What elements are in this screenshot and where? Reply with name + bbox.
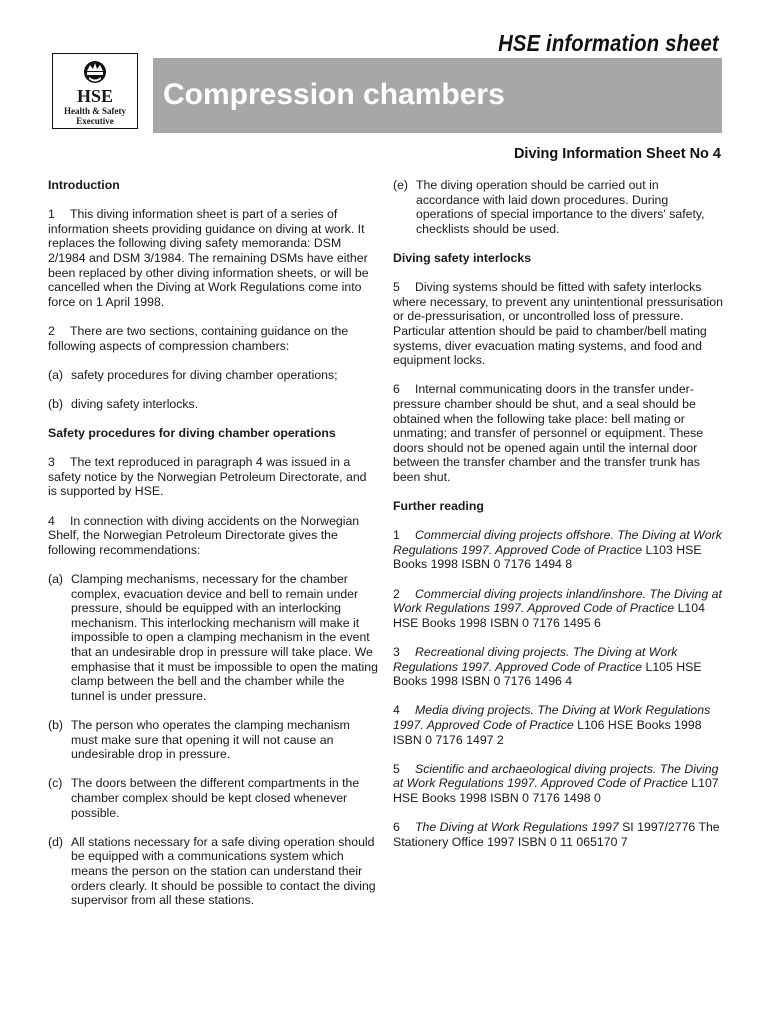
reference-number: 4 (393, 703, 400, 718)
reference-title: Commercial diving projects offshore. The Diving at Work Regulations 1997. Approved Code of Practice (393, 528, 722, 557)
reference-item (393, 703, 723, 747)
paragraph-2 (48, 324, 378, 353)
reference-title: Media diving projects. The Diving at Work Regulations 1997. Approved Code of Practice (393, 703, 711, 732)
crown-emblem-icon (73, 58, 117, 88)
left-column (48, 178, 378, 922)
list-marker: (e) (393, 178, 409, 192)
right-column (393, 178, 723, 864)
list-text: Clamping mechanisms, necessary for the chamber complex, evacuation device and bell to remain under pressure, should be equipped with an interlocking mechanism. This interlocking mechanism will make it impossible to open a clamping mechanism in the event that an undesirable drop in pressure will take place. We emphasise that it must be impossible to open the mating clamp between the bell and the chamber while the tunnel is under pressure. (71, 572, 378, 703)
paragraph-number: 5 (393, 280, 400, 295)
paragraph-number: 1 (48, 207, 55, 222)
sheet-subtitle: Diving Information Sheet No 4 (513, 146, 721, 162)
reference-item (393, 645, 723, 689)
recommendation-item (48, 776, 378, 820)
paragraph-text: Diving systems should be fitted with safety interlocks where necessary, to prevent any unintentional pressurisation or de-pressurisation, or uncontrolled loss of pressure. Particular attention should be paid to chamber/bell mating systems, diver evacuation mating systems, and food and equipment locks. (393, 280, 723, 368)
reference-number: 3 (393, 645, 400, 659)
reference-title: Commercial diving projects inland/inshore. The Diving at Work Regulations 1997. Approved Code of Practice (393, 586, 722, 616)
reference-details: L105 HSE Books 1998 ISBN 0 7176 1496 4 (393, 659, 702, 689)
hse-logo (52, 53, 138, 129)
list-item (48, 368, 378, 383)
list-marker: (b) (48, 717, 64, 732)
list-marker: (a) (48, 572, 64, 587)
list-marker: (a) (48, 367, 64, 382)
paragraph-text: There are two sections, containing guidance on the following aspects of compression chambers: (48, 323, 349, 353)
reference-item (393, 528, 723, 572)
paragraph-4 (48, 514, 378, 558)
recommendation-item (48, 835, 378, 908)
paragraph-number: 4 (48, 513, 55, 528)
list-text: safety procedures for diving chamber operations; (71, 367, 338, 382)
reference-title: The Diving at Work Regulations 1997 (415, 820, 619, 835)
paragraph-text: This diving information sheet is part of a series of information sheets providing guidance on diving at work. It replaces the following diving safety memoranda: DSM 2/1984 and DSM 3/1984. The remaining DSMs have either been replaced by other diving information sheets, or will be cancelled when the Diving at Work Regulations come into force on 1 April 1998. (48, 207, 369, 309)
reference-details: L106 HSE Books 1998 ISBN 0 7176 1497 2 (393, 717, 702, 747)
logo-hse-text: HSE (76, 86, 114, 106)
paragraph-1 (48, 207, 378, 309)
reference-item (393, 762, 723, 806)
paragraph-number: 3 (48, 455, 55, 470)
reference-number: 6 (393, 820, 400, 835)
paragraph-3 (48, 455, 378, 499)
recommendation-item (48, 718, 378, 762)
recommendation-item (48, 572, 378, 703)
paragraph-number: 2 (48, 323, 55, 338)
sheet-label: HSE information sheet (498, 30, 719, 56)
paragraph-6 (393, 382, 723, 484)
reference-title: Scientific and archaeological diving projects. The Diving at Work Regulations 1997. Approved Code of Practice (393, 761, 719, 791)
intro-heading: Introduction (48, 178, 120, 192)
interlocks-heading: Diving safety interlocks (393, 250, 532, 265)
list-text: The doors between the different compartments in the chamber complex should be kept closed whenever possible. (71, 776, 360, 820)
page-title: Compression chambers (163, 78, 505, 111)
reference-number: 5 (393, 761, 400, 776)
safety-heading: Safety procedures for diving chamber operations (48, 426, 336, 441)
reference-details: L103 HSE Books 1998 ISBN 0 7176 1494 8 (393, 542, 702, 572)
paragraph-text: The text reproduced in paragraph 4 was issued in a safety notice by the Norwegian Petroleum Directorate, and is supported by HSE. (48, 455, 367, 499)
paragraph-5 (393, 280, 723, 368)
list-text: All stations necessary for a safe diving operation should be equipped with a communications system which means the person on the station can understand their orders clearly. It should be possible to contact the diving supervisor from all these stations. (71, 834, 376, 908)
reference-details: L107 HSE Books 1998 ISBN 0 7176 1498 0 (393, 776, 719, 805)
paragraph-number: 6 (393, 382, 400, 397)
list-item (48, 397, 378, 412)
reference-item (393, 820, 723, 849)
title-band (153, 58, 722, 133)
recommendation-item (393, 178, 723, 236)
further-reading-heading: Further reading (393, 499, 484, 514)
logo-subtitle-2: Executive (76, 116, 114, 126)
reference-item (393, 587, 723, 631)
list-marker: (b) (48, 396, 64, 411)
reference-title: Recreational diving projects. The Diving at Work Regulations 1997. Approved Code of Practice (393, 645, 678, 674)
reference-number: 2 (393, 586, 400, 601)
paragraph-text: In connection with diving accidents on the Norwegian Shelf, the Norwegian Petroleum Directorate gives the following recommendations: (48, 513, 360, 557)
reference-number: 1 (393, 528, 400, 543)
list-marker: (d) (48, 834, 64, 849)
list-text: The diving operation should be carried out in accordance with laid down procedures. During operations of special importance to the divers' safety, checklists should be used. (416, 178, 705, 236)
reference-details: L104 HSE Books 1998 ISBN 0 7176 1495 6 (393, 601, 705, 630)
reference-details: SI 1997/2776 The Stationery Office 1997 ISBN 0 11 065170 7 (393, 820, 720, 849)
list-text: diving safety interlocks. (71, 396, 199, 411)
list-text: The person who operates the clamping mechanism must make sure that opening it will not cause an undesirable drop in pressure. (71, 717, 350, 762)
paragraph-text: Internal communicating doors in the transfer under-pressure chamber should be shut, and a seal should be obtained when the following take place: bell mating or unmating; and transfer of personnel or equipment. These doors should not be opened again until the internal door between the transfer chamber and the transfer trunk has been shut. (393, 382, 704, 484)
list-marker: (c) (48, 776, 63, 791)
logo-subtitle-1: Health & Safety (64, 106, 126, 116)
